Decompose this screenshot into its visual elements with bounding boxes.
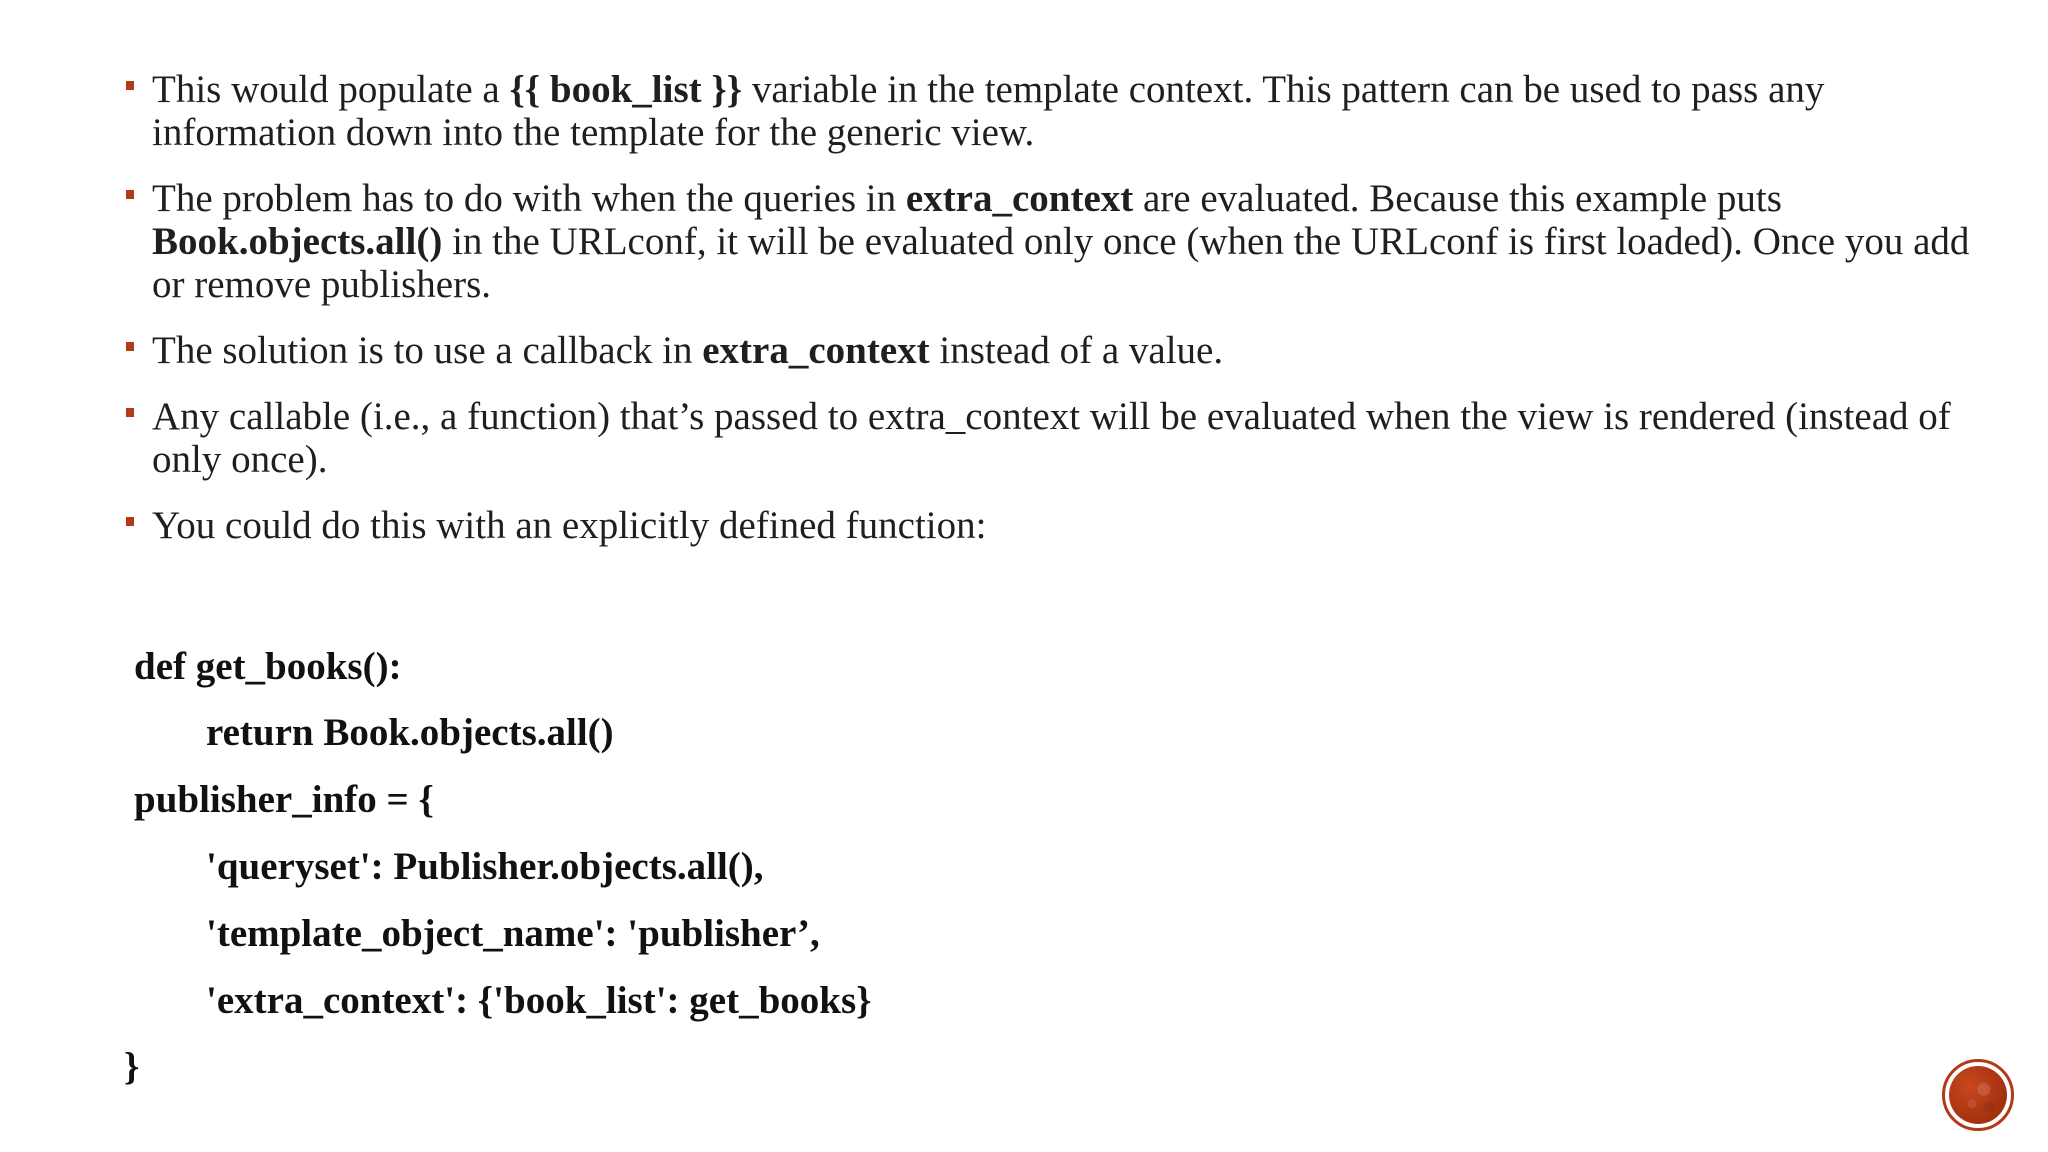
bullet-text: The solution is to use a callback in extra_context instead of a value. <box>152 329 1224 372</box>
bullet-marker <box>126 517 134 526</box>
bullet-list <box>126 68 1976 570</box>
code-line-publisher-info: publisher_info = { <box>134 778 434 821</box>
bullet-item <box>126 68 1976 154</box>
bullet-text: This would populate a {{ book_list }} variable in the template context. This pattern can be used to pass any information down into the template for the generic view. <box>152 68 1825 154</box>
bullet-item <box>126 395 1976 481</box>
bullet-text: Any callable (i.e., a function) that’s passed to extra_context will be evaluated when the view is rendered (instead of only once). <box>152 395 1951 481</box>
bullet-marker <box>126 81 134 90</box>
bullet-text: You could do this with an explicitly defined function: <box>152 504 987 547</box>
bullet-marker <box>126 408 134 417</box>
bullet-marker <box>126 342 134 351</box>
bullet-item <box>126 177 1976 306</box>
slide-nav-button-icon <box>1949 1066 2007 1124</box>
code-line-template-object-name: 'template_object_name': 'publisher’, <box>206 912 820 955</box>
code-line-def: def get_books(): <box>134 645 402 688</box>
slide-nav-button[interactable] <box>1942 1059 2014 1131</box>
code-line-extra-context: 'extra_context': {'book_list': get_books} <box>206 979 872 1022</box>
code-line-queryset: 'queryset': Publisher.objects.all(), <box>206 845 764 888</box>
bullet-item <box>126 504 1976 547</box>
bullet-item <box>126 329 1976 372</box>
code-line-return: return Book.objects.all() <box>206 711 614 754</box>
bullet-marker <box>126 190 134 199</box>
bullet-text: The problem has to do with when the queries in extra_context are evaluated. Because this example puts Book.objects.all() in the URLconf, it will be evaluated only once (when the URLconf is first loaded). Once you add or remove publishers. <box>152 177 1970 306</box>
code-line-closing-brace: } <box>124 1045 140 1088</box>
